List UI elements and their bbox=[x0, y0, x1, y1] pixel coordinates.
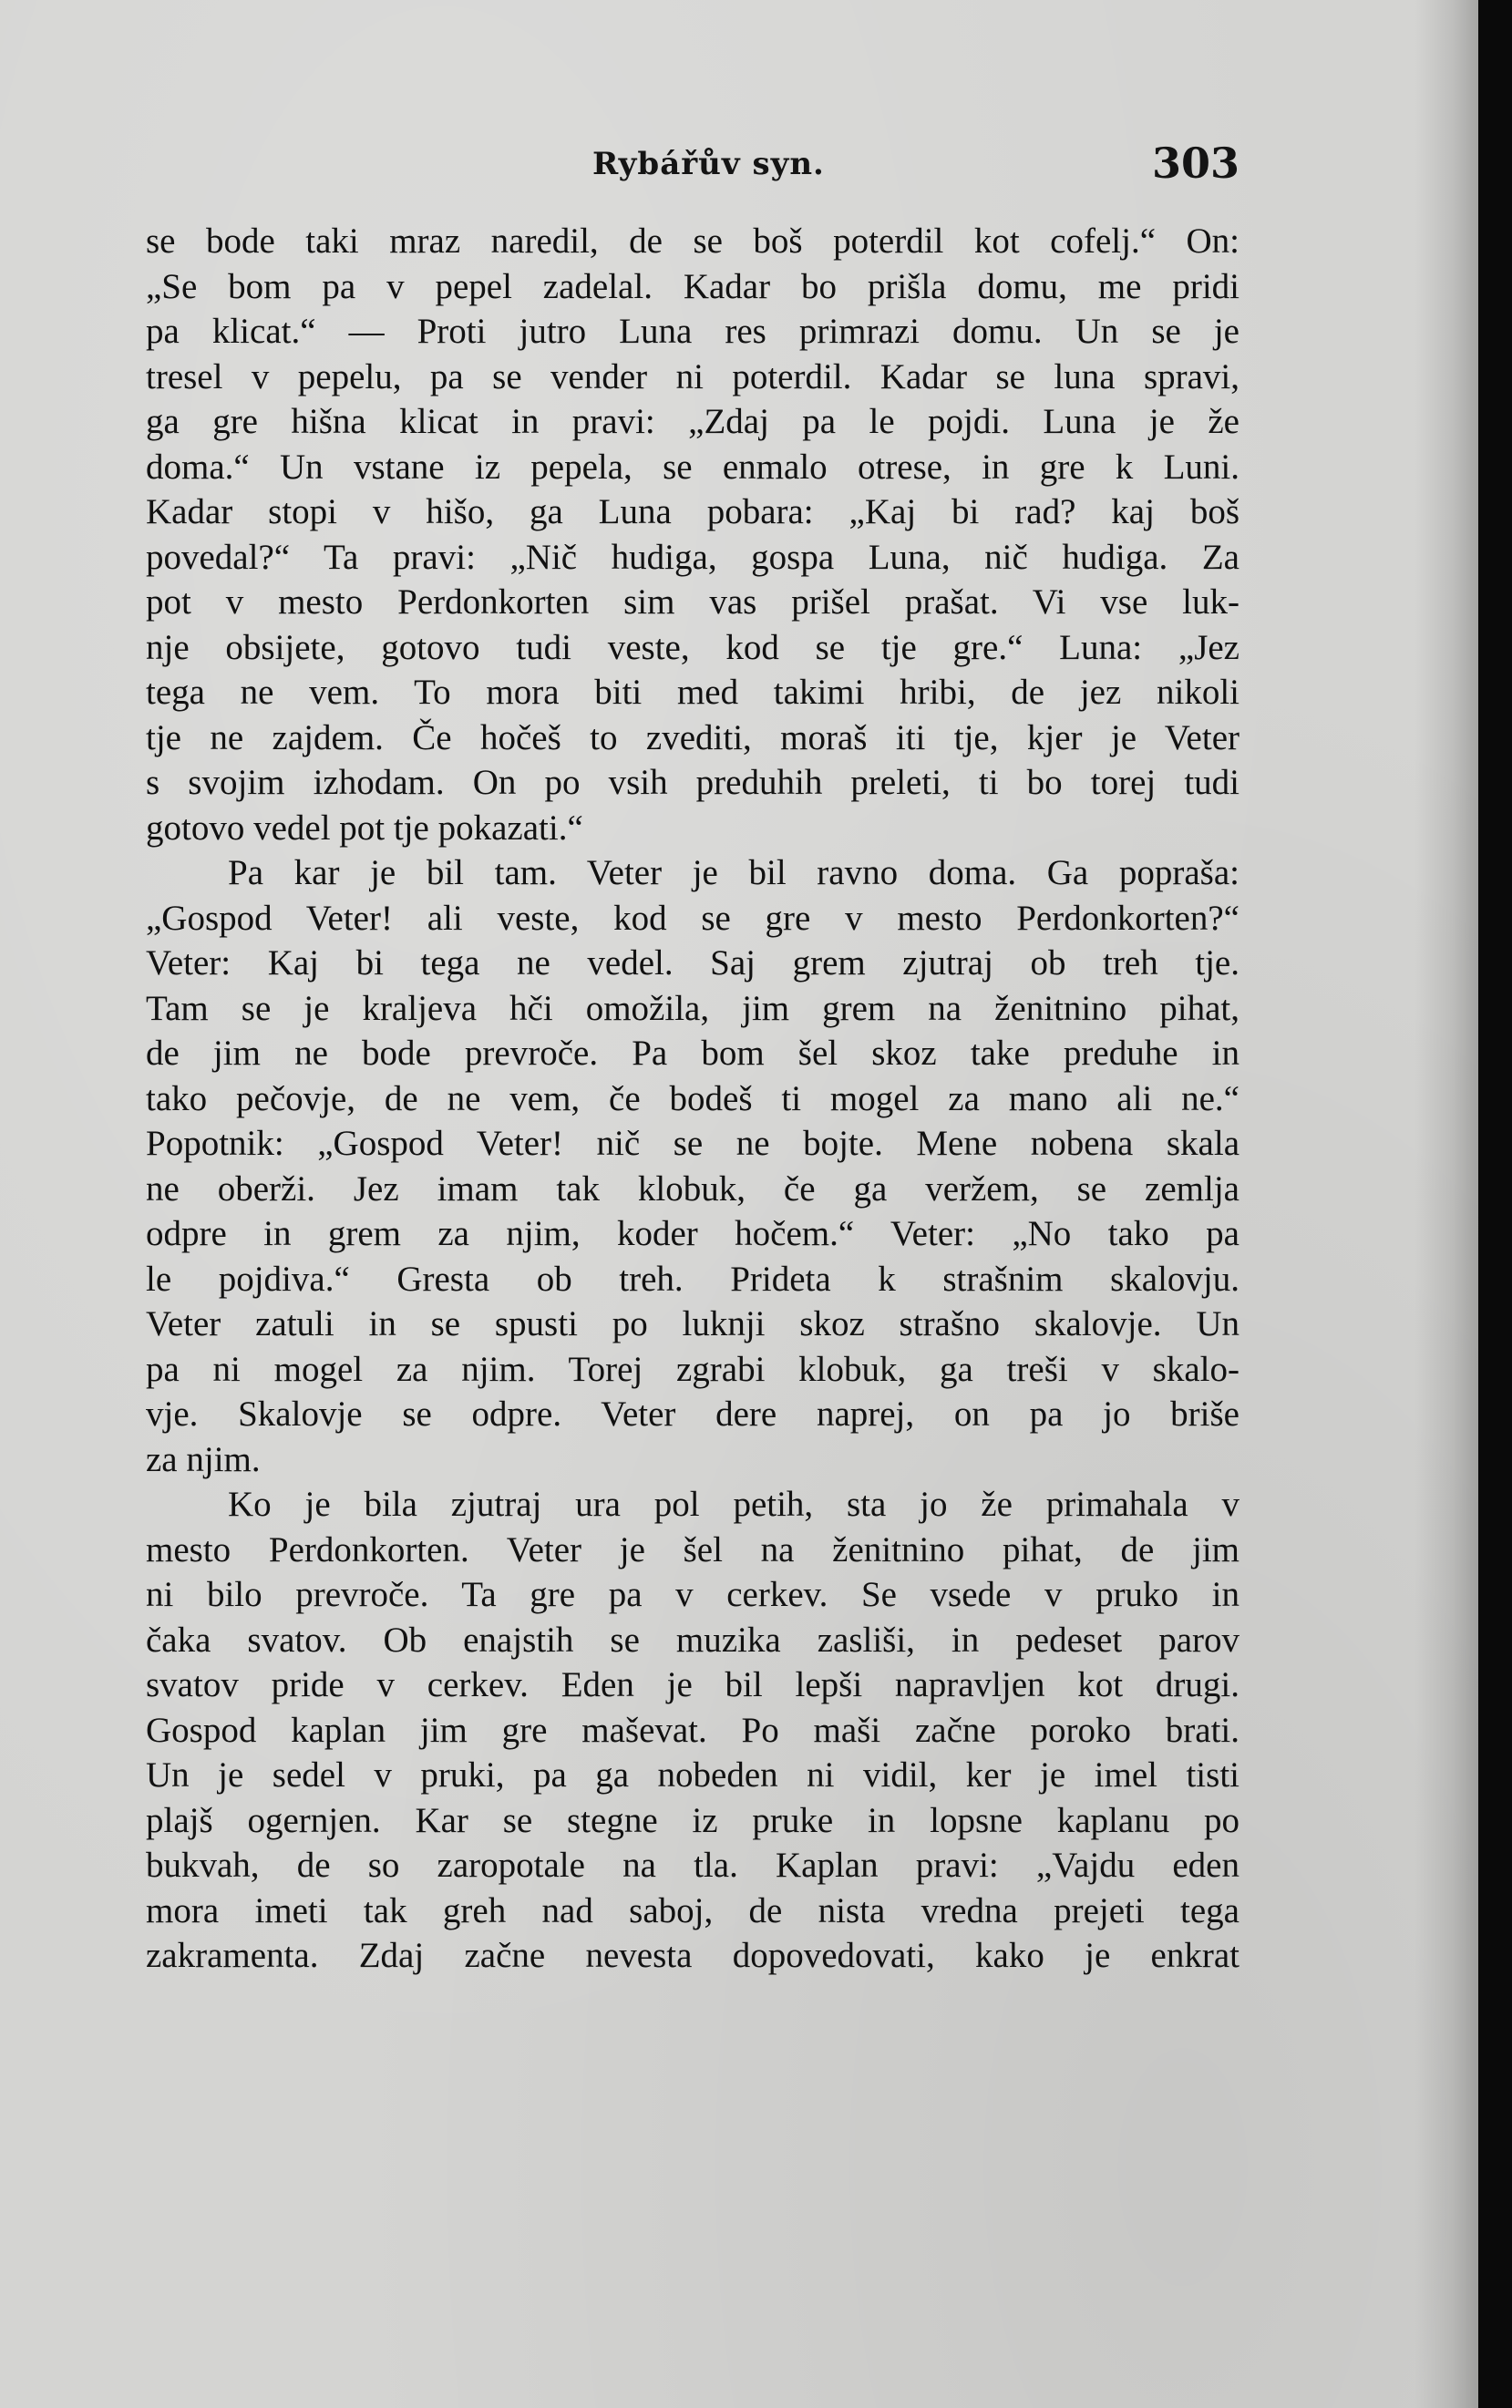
text-line: Ko je bila zjutraj ura pol petih, sta jo že primahala v bbox=[228, 1485, 1239, 1524]
text-line: doma.“ Un vstane iz pepela, se enmalo otrese, in gre k Luni. bbox=[146, 447, 1239, 487]
text-line: svatov pride v cerkev. Eden je bil lepši napravljen kot drugi. bbox=[146, 1665, 1239, 1704]
text-line: „Se bom pa v pepel zadelal. Kadar bo prišla domu, me pridi bbox=[146, 266, 1239, 306]
text-line: tresel v pepelu, pa se vender ni poterdil. Kadar se luna spravi, bbox=[146, 356, 1239, 396]
text-line: čaka svatov. Ob enajstih se muzika zasliši, in pedeset parov bbox=[146, 1620, 1239, 1660]
text-line: ne oberži. Jez imam tak klobuk, če ga veržem, se zemlja bbox=[146, 1168, 1239, 1209]
text-line: mora imeti tak greh nad saboj, de nista vredna prejeti tega bbox=[146, 1890, 1239, 1930]
text-line: Un je sedel v pruki, pa ga nobeden ni vidil, ker je imel tisti bbox=[146, 1755, 1239, 1795]
text-line: gotovo vedel pot tje pokazati.“ bbox=[146, 808, 583, 848]
body-text bbox=[146, 219, 1239, 1979]
text-line: bukvah, de so zaropotale na tla. Kaplan pravi: „Vajdu eden bbox=[146, 1846, 1239, 1885]
text-line: s svojim izhodam. On po vsih preduhih preleti, ti bo torej tudi bbox=[146, 763, 1239, 802]
text-line: se bode taki mraz naredil, de se boš poterdil kot cofelj.“ On: bbox=[146, 221, 1239, 261]
text-line: nje obsijete, gotovo tudi veste, kod se tje gre.“ Luna: „Jez bbox=[146, 627, 1239, 667]
text-line: Kadar stopi v hišo, ga Luna pobara: „Kaj bi rad? kaj boš bbox=[146, 492, 1239, 531]
page-edge-shadow bbox=[1414, 0, 1478, 2408]
text-line: Popotnik: „Gospod Veter! nič se ne bojte. Mene nobena skala bbox=[146, 1124, 1239, 1163]
text-line: tega ne vem. To mora biti med takimi hribi, de jez nikoli bbox=[146, 673, 1239, 712]
text-line: pot v mesto Perdonkorten sim vas prišel prašat. Vi vse luk- bbox=[146, 582, 1239, 622]
text-line: pa klicat.“ — Proti jutro Luna res primrazi domu. Un se je bbox=[146, 312, 1239, 351]
text-line: Pa kar je bil tam. Veter je bil ravno doma. Ga popraša: bbox=[228, 853, 1239, 892]
text-line: ga gre hišna klicat in pravi: „Zdaj pa le pojdi. Luna je že bbox=[146, 402, 1239, 441]
text-line: pa ni mogel za njim. Torej zgrabi klobuk, ga treši v skalo- bbox=[146, 1349, 1239, 1389]
text-line: ni bilo prevroče. Ta gre pa v cerkev. Se vsede v pruko in bbox=[146, 1575, 1239, 1614]
text-line: Gospod kaplan jim gre maševat. Po maši začne poroko brati. bbox=[146, 1710, 1239, 1750]
text-line: odpre in grem za njim, koder hočem.“ Veter: „No tako pa bbox=[146, 1214, 1239, 1253]
text-line: za njim. bbox=[146, 1439, 261, 1479]
text-line: Tam se je kraljeva hči omožila, jim grem na ženitnino pihat, bbox=[146, 988, 1239, 1028]
text-line: zakramenta. Zdaj začne nevesta dopovedovati, kako je enkrat bbox=[146, 1936, 1239, 1975]
text-line: Veter: Kaj bi tega ne vedel. Saj grem zjutraj ob treh tje. bbox=[146, 943, 1239, 983]
text-line: plajš ogernjen. Kar se stegne iz pruke in lopsne kaplanu po bbox=[146, 1800, 1239, 1840]
text-line: le pojdiva.“ Gresta ob treh. Prideta k strašnim skalovju. bbox=[146, 1259, 1239, 1299]
page-number: 303 bbox=[1151, 139, 1239, 188]
text-line: tje ne zajdem. Če hočeš to zvediti, moraš iti tje, kjer je Veter bbox=[146, 717, 1239, 757]
text-line: Veter zatuli in se spusti po luknji skoz strašno skalovje. Un bbox=[146, 1304, 1239, 1343]
text-line: vje. Skalovje se odpre. Veter dere naprej, on pa jo briše bbox=[146, 1394, 1239, 1434]
text-line: de jim ne bode prevroče. Pa bom šel skoz take preduhe in bbox=[146, 1034, 1239, 1073]
text-line: tako pečovje, de ne vem, če bodeš ti mogel za mano ali ne.“ bbox=[146, 1078, 1239, 1118]
running-title: Rybářův syn. bbox=[592, 146, 825, 182]
running-header bbox=[146, 137, 1239, 191]
text-line: povedal?“ Ta pravi: „Nič hudiga, gospa Luna, nič hudiga. Za bbox=[146, 537, 1239, 577]
text-line: „Gospod Veter! ali veste, kod se gre v mesto Perdonkorten?“ bbox=[146, 898, 1239, 938]
text-line: mesto Perdonkorten. Veter je šel na ženitnino pihat, de jim bbox=[146, 1529, 1239, 1569]
